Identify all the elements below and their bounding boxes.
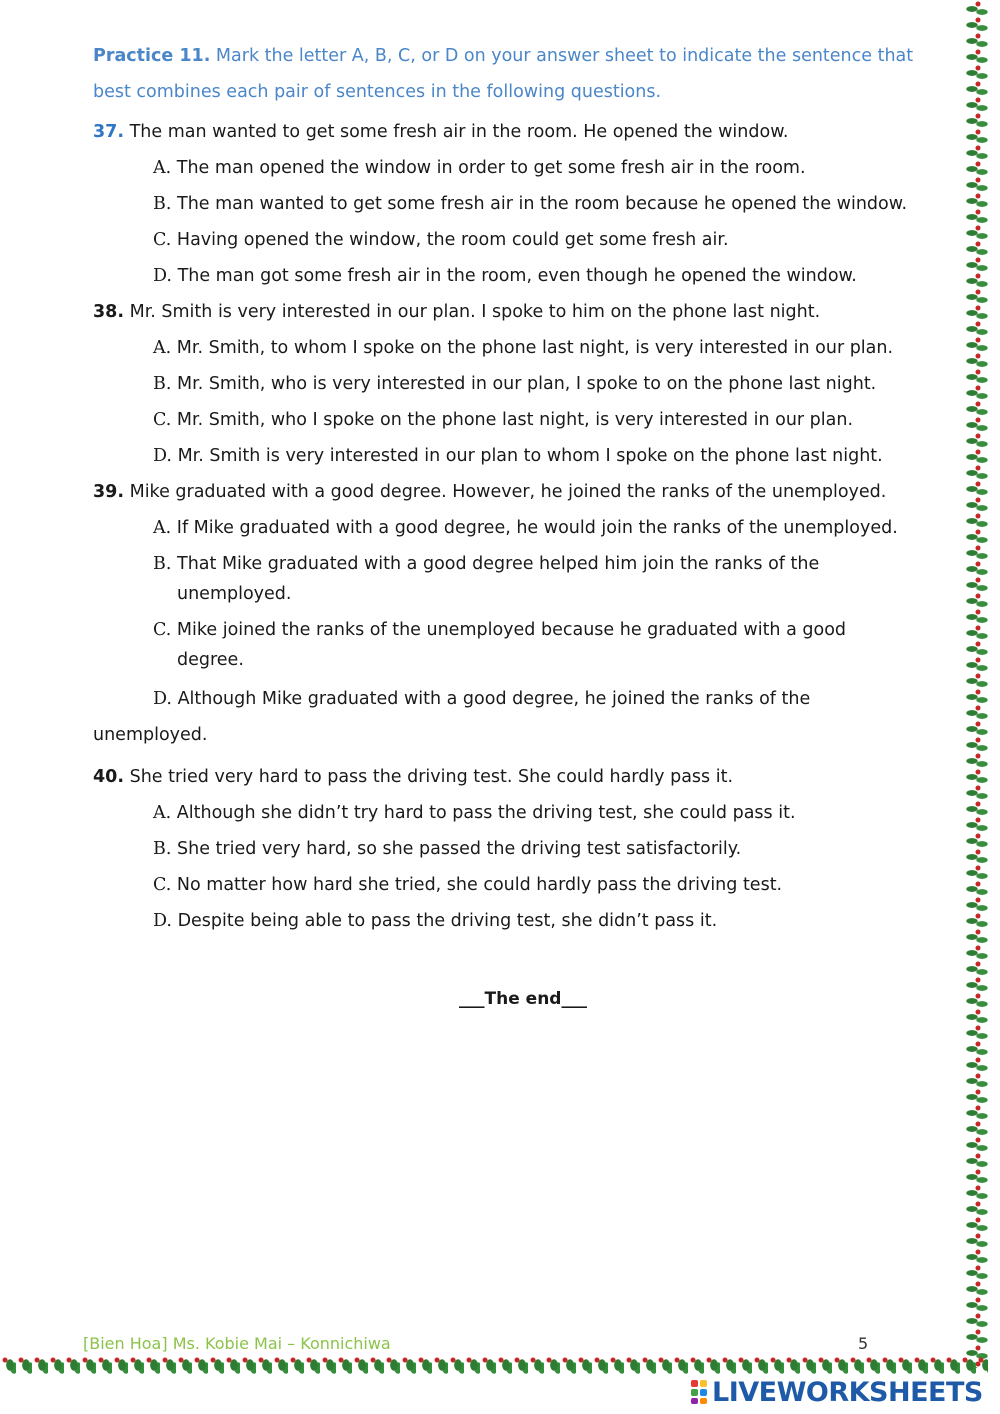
option-d[interactable]	[153, 681, 953, 717]
option-text: Mr. Smith is very interested in our plan to whom I spoke on the phone last night.	[177, 446, 883, 466]
option-letter: D.	[153, 911, 172, 931]
option-letter: A.	[153, 803, 172, 823]
liveworksheets-logo[interactable]	[690, 1375, 983, 1409]
option-letter: C.	[153, 230, 172, 250]
option-text: That Mike graduated with a good degree helped him join the ranks of the unemployed.	[177, 554, 820, 604]
option-text: Having opened the window, the room could get some fresh air.	[176, 230, 729, 250]
practice-instruction	[93, 38, 953, 110]
option-c[interactable]	[153, 402, 953, 438]
practice-label: Practice 11.	[93, 46, 211, 66]
option-text: Mr. Smith, who I spoke on the phone last night, is very interested in our plan.	[176, 410, 854, 430]
option-letter: C.	[153, 875, 172, 895]
option-a[interactable]	[153, 795, 953, 831]
question-text: She tried very hard to pass the driving test. She could hardly pass it.	[129, 767, 734, 787]
option-letter: B.	[153, 839, 172, 859]
option-letter: B.	[153, 554, 172, 574]
question-number: 38.	[93, 302, 125, 322]
option-text: The man wanted to get some fresh air in the room because he opened the window.	[177, 194, 908, 214]
option-text: No matter how hard she tried, she could hardly pass the driving test.	[176, 875, 783, 895]
option-a[interactable]	[153, 510, 953, 546]
question-text: The man wanted to get some fresh air in the room. He opened the window.	[129, 122, 789, 142]
holly-border-bottom	[0, 1356, 988, 1374]
option-text: She tried very hard, so she passed the driving test satisfactorily.	[177, 839, 742, 859]
option-b[interactable]	[153, 366, 953, 402]
option-c[interactable]	[153, 615, 897, 675]
holly-border-right	[966, 0, 988, 1368]
page-number: 5	[858, 1334, 869, 1353]
option-d-continuation: unemployed.	[93, 725, 208, 745]
option-letter: A.	[153, 338, 172, 358]
question-text: Mr. Smith is very interested in our plan. I spoke to him on the phone last night.	[129, 302, 821, 322]
option-text: The man opened the window in order to get some fresh air in the room.	[176, 158, 806, 178]
option-b[interactable]	[153, 186, 953, 222]
question-37	[93, 114, 953, 294]
option-text: If Mike graduated with a good degree, he would join the ranks of the unemployed.	[176, 518, 898, 538]
option-letter: D.	[153, 446, 172, 466]
option-d[interactable]	[153, 438, 953, 474]
option-d[interactable]	[153, 903, 953, 939]
option-letter: D.	[153, 689, 172, 709]
option-b[interactable]	[153, 549, 877, 609]
option-letter: D.	[153, 266, 172, 286]
question-38	[93, 294, 953, 474]
option-letter: C.	[153, 620, 172, 640]
question-number: 39.	[93, 482, 125, 502]
question-number: 40.	[93, 767, 125, 787]
option-a[interactable]	[153, 330, 953, 366]
question-40	[93, 759, 953, 939]
question-39	[93, 474, 953, 753]
option-text: Although Mike graduated with a good degree, he joined the ranks of the	[177, 689, 811, 709]
option-d[interactable]	[153, 258, 953, 294]
option-a[interactable]	[153, 150, 953, 186]
option-text: Mr. Smith, who is very interested in our plan, I spoke to on the phone last night.	[177, 374, 877, 394]
footer-author: [Bien Hoa] Ms. Kobie Mai – Konnichiwa	[83, 1334, 391, 1353]
option-b[interactable]	[153, 831, 953, 867]
option-letter: A.	[153, 518, 172, 538]
option-text: Mike joined the ranks of the unemployed because he graduated with a good degree.	[176, 620, 847, 670]
option-text: Despite being able to pass the driving test, she didn’t pass it.	[177, 911, 718, 931]
practice-instruction-text: Mark the letter A, B, C, or D on your answer sheet to indicate the sentence that best combines each pair of sentences in the following questions.	[93, 46, 914, 102]
option-letter: A.	[153, 158, 172, 178]
option-text: Mr. Smith, to whom I spoke on the phone last night, is very interested in our plan.	[176, 338, 894, 358]
option-letter: B.	[153, 374, 172, 394]
liveworksheets-wordmark: LIVEWORKSHEETS	[712, 1376, 983, 1408]
option-letter: C.	[153, 410, 172, 430]
liveworksheets-icon	[690, 1379, 708, 1405]
option-text: The man got some fresh air in the room, even though he opened the window.	[177, 266, 857, 286]
option-letter: B.	[153, 194, 172, 214]
question-text: Mike graduated with a good degree. However, he joined the ranks of the unemployed.	[129, 482, 887, 502]
end-marker: ___The end___	[459, 989, 587, 1009]
option-text: Although she didn’t try hard to pass the driving test, she could pass it.	[176, 803, 796, 823]
worksheet-content	[93, 38, 953, 1009]
option-c[interactable]	[153, 867, 953, 903]
question-number: 37.	[93, 122, 125, 142]
option-c[interactable]	[153, 222, 953, 258]
